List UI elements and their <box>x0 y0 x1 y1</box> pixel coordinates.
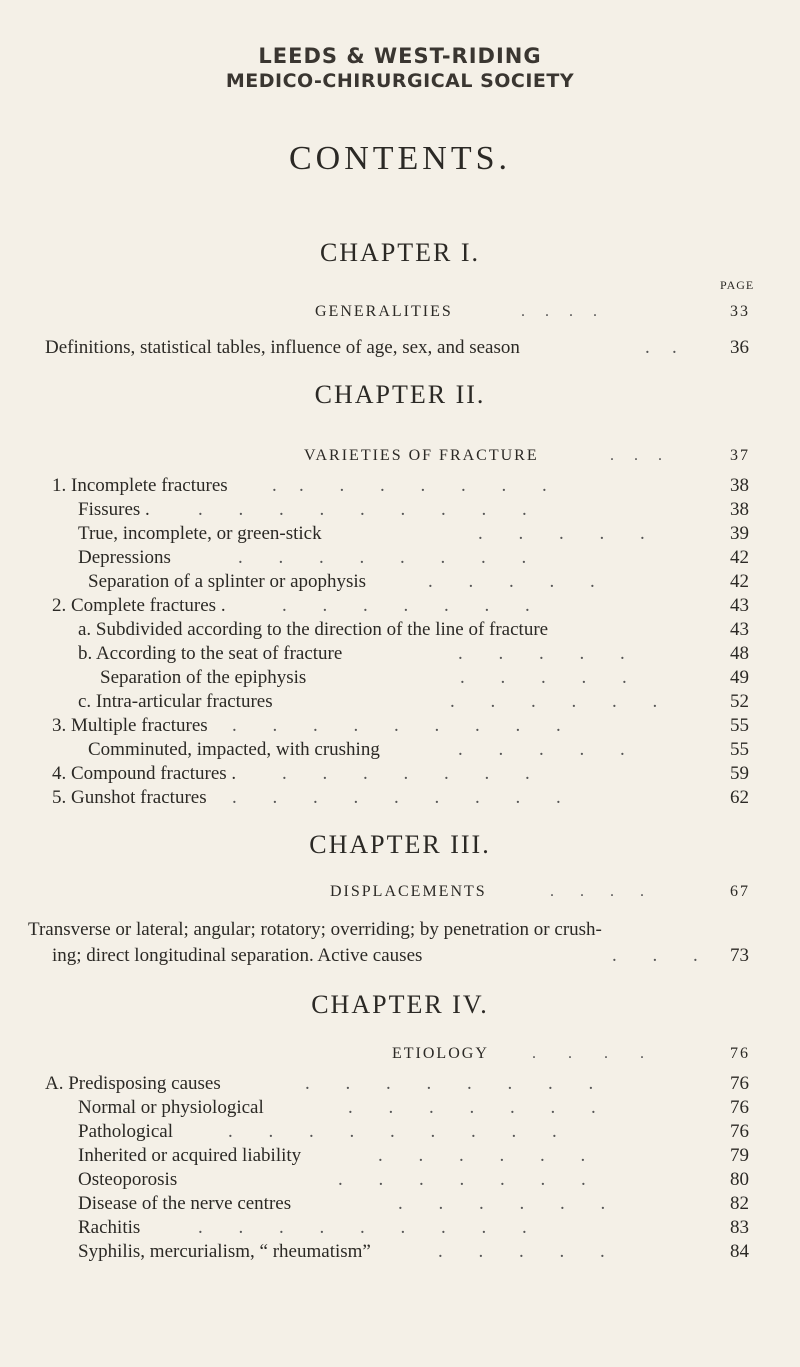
entry-page: 36 <box>730 337 749 358</box>
toc-entry <box>45 1072 770 1096</box>
toc-entry <box>78 642 770 666</box>
toc-entry <box>52 594 770 618</box>
dot-leader: . . . . . . . <box>338 1169 588 1190</box>
entry-text: a. Subdivided according to the direction of the line of fracture <box>78 619 549 640</box>
entry-page: 73 <box>730 945 749 966</box>
toc-entry <box>88 570 770 594</box>
entry-page: 42 <box>730 571 749 592</box>
dot-leader: . . . . . . . . . <box>228 1121 559 1142</box>
dot-leader: . . . . . . . <box>282 595 532 616</box>
entry-text: 2. Complete fractures . <box>52 595 226 616</box>
entry-page: 76 <box>730 1073 749 1094</box>
entry-page: 76 <box>730 1121 749 1142</box>
entry-page: 83 <box>730 1217 749 1238</box>
chapter-3-section <box>330 880 770 904</box>
dot-leader: . . . . <box>550 883 646 900</box>
section-title: DISPLACEMENTS <box>330 883 487 900</box>
chapter-1-heading: CHAPTER I. <box>319 238 481 267</box>
dot-leader: . . . . . . . <box>348 1097 598 1118</box>
entry-text: Comminuted, impacted, with crushing <box>88 739 380 760</box>
toc-entry <box>100 666 770 690</box>
entry-page: 80 <box>730 1169 749 1190</box>
dot-leader: . . . . . <box>478 523 647 544</box>
dot-leader: . . . . . . <box>378 1145 588 1166</box>
dot-leader: . . . . . <box>428 571 597 592</box>
dot-leader: . . . . . <box>438 1241 607 1262</box>
chapter-2-heading: CHAPTER II. <box>314 380 486 409</box>
dot-leader: . . . . . . <box>450 691 660 712</box>
entry-text: Separation of the epiphysis <box>100 667 307 688</box>
chapter-2-section <box>304 444 770 468</box>
toc-entry <box>78 1240 770 1264</box>
entry-text: Inherited or acquired liability <box>78 1145 302 1166</box>
toc-entry <box>52 762 770 786</box>
stamp-line-1: LEEDS & WEST-RIDING <box>258 44 542 68</box>
entry-text: Fissures . <box>78 499 150 520</box>
entry-page: 55 <box>730 739 749 760</box>
toc-entry <box>78 1096 770 1120</box>
dot-leader: . . . . . . . . . <box>232 715 563 736</box>
section-page: 76 <box>730 1045 750 1062</box>
section-page: 67 <box>730 883 750 900</box>
entry-text: Definitions, statistical tables, influence of age, sex, and season <box>45 337 520 358</box>
entry-page: 59 <box>730 763 749 784</box>
entry-text: Syphilis, mercurialism, “ rheumatism” <box>78 1241 371 1262</box>
entry-page: 55 <box>730 715 749 736</box>
toc-entry <box>78 618 770 642</box>
dot-leader: . . . . . . . . <box>272 475 549 496</box>
dot-leader: . . . . . . . <box>282 763 532 784</box>
entry-text: 4. Compound fractures . <box>52 763 237 784</box>
toc-entry <box>78 546 770 570</box>
entry-page: 43 <box>730 595 749 616</box>
entry-page: 38 <box>730 475 749 496</box>
dot-leader: . . . <box>612 945 700 966</box>
toc-entry <box>78 498 770 522</box>
toc-entry <box>45 336 770 360</box>
section-title: VARIETIES OF FRACTURE <box>304 447 539 464</box>
dot-leader: . . . . . <box>458 643 627 664</box>
toc-entry <box>52 714 770 738</box>
dot-leader: . . . . . . . . . <box>198 1217 529 1238</box>
entry-page: 76 <box>730 1097 749 1118</box>
toc-entry <box>52 944 770 968</box>
page-title: CONTENTS. <box>288 140 512 177</box>
entry-page: 49 <box>730 667 749 688</box>
dot-leader: . . . . . . . . <box>238 547 529 568</box>
entry-text: b. According to the seat of fracture <box>78 643 343 664</box>
page-column-header: PAGE <box>720 278 755 292</box>
dot-leader: . . . <box>610 447 664 464</box>
toc-entry <box>78 1120 770 1144</box>
entry-page: 43 <box>730 619 749 640</box>
toc-entry <box>78 1168 770 1192</box>
entry-page: 48 <box>730 643 749 664</box>
entry-page: 38 <box>730 499 749 520</box>
entry-text: A. Predisposing causes <box>45 1073 221 1094</box>
section-title: GENERALITIES <box>315 303 453 320</box>
entry-page: 52 <box>730 691 749 712</box>
dot-leader: . . . . . . <box>398 1193 608 1214</box>
entry-text: Normal or physiological <box>78 1097 264 1118</box>
section-title: ETIOLOGY <box>392 1045 489 1062</box>
dot-leader: . . . . . . . . . <box>198 499 529 520</box>
dot-leader: . . . . . <box>458 739 627 760</box>
entry-text: Separation of a splinter or apophysis <box>88 571 367 592</box>
entry-text: c. Intra-articular fractures <box>78 691 273 712</box>
toc-entry <box>78 690 770 714</box>
dot-leader: . . . . <box>532 1045 646 1062</box>
section-page: 37 <box>730 447 750 464</box>
section-page: 33 <box>730 303 750 320</box>
toc-entry <box>78 522 770 546</box>
dot-leader: . . . . . . . . . <box>232 787 563 808</box>
dot-leader: . . . . <box>521 303 599 320</box>
toc-entry <box>52 786 770 810</box>
entry-text: Disease of the nerve centres <box>78 1193 292 1214</box>
dot-leader: . . . . . . . . <box>305 1073 596 1094</box>
dot-leader: . . <box>645 337 679 358</box>
entry-page: 62 <box>730 787 749 808</box>
chapter-3-heading: CHAPTER III. <box>309 830 491 859</box>
entry-text: 3. Multiple fractures <box>52 715 208 736</box>
entry-text: Rachitis <box>78 1217 141 1238</box>
toc-entry <box>78 1216 770 1240</box>
entry-page: 42 <box>730 547 749 568</box>
entry-text: 5. Gunshot fractures <box>52 787 207 808</box>
toc-entry <box>28 918 770 942</box>
entry-page: 79 <box>730 1145 749 1166</box>
entry-text: Pathological <box>78 1121 173 1142</box>
toc-entry <box>78 1192 770 1216</box>
entry-page: 84 <box>730 1241 749 1262</box>
entry-text: Transverse or lateral; angular; rotatory; overriding; by penetration or crush- <box>28 919 602 940</box>
toc-entry <box>88 738 770 762</box>
dot-leader: . . . . . <box>460 667 629 688</box>
entry-page: 82 <box>730 1193 749 1214</box>
entry-text: Depressions <box>78 547 171 568</box>
toc-entry <box>52 474 770 498</box>
entry-text: 1. Incomplete fractures <box>52 475 228 496</box>
chapter-4-heading: CHAPTER IV. <box>311 990 489 1019</box>
stamp-line-2: MEDICO-CHIRURGICAL SOCIETY <box>225 70 575 92</box>
chapter-1-section <box>315 300 770 324</box>
toc-entry <box>78 1144 770 1168</box>
entry-text: ing; direct longitudinal separation. Active causes <box>52 945 423 966</box>
entry-page: 39 <box>730 523 749 544</box>
entry-text: Osteoporosis <box>78 1169 178 1190</box>
chapter-4-section <box>392 1042 770 1066</box>
entry-text: True, incomplete, or green-stick <box>78 523 322 544</box>
